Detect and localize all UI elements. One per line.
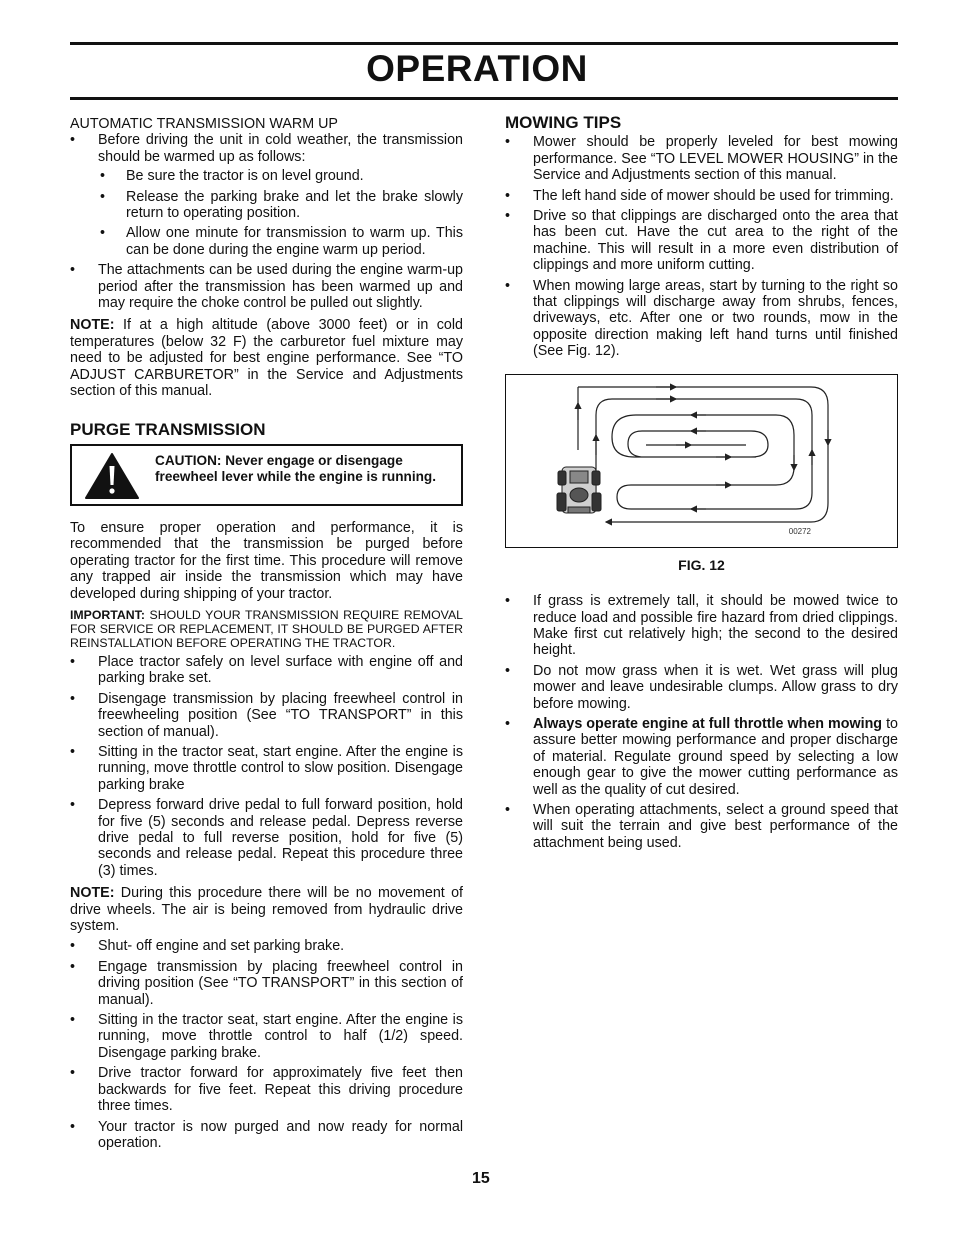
list-item: • Before driving the unit in cold weather, the transmission should be warmed up as follows: <box>70 132 463 165</box>
list-item: • Drive so that clippings are discharged onto the area that has been cut. Have the cut area to the right of the machine. This will result in a more even distribution of clippings and more uniform cutting. <box>505 208 898 274</box>
list-item: • Sitting in the tractor seat, start engine. After the engine is running, move throttle control to slow position. Disengage parking brake <box>70 744 463 793</box>
list-item: • The left hand side of mower should be used for trimming. <box>505 188 898 204</box>
mowing-tips-list <box>505 134 898 359</box>
mowing-tips-heading: MOWING TIPS <box>505 113 622 132</box>
list-item: • Allow one minute for transmission to warm up. This can be done during the engine warm up period. <box>70 225 463 258</box>
note-text: During this procedure there will be no movement of drive wheels. The air is being removed from hydraulic drive system. <box>70 885 463 935</box>
caution-box <box>70 444 463 506</box>
list-item: • Sitting in the tractor seat, start engine. After the engine is running, move throttle control to half (1/2) speed. Disengage parking brake. <box>70 1012 463 1061</box>
note-text: If at a high altitude (above 3000 feet) or in cold temperatures (below 32 F) the carburetor fuel mixture may need to be adjusted for best engine performance. See “TO ADJUST CARBURETOR” in the Service and Adjustments section of this manual. <box>70 317 463 400</box>
list-item <box>505 716 898 798</box>
purge-heading: PURGE TRANSMISSION <box>70 419 266 439</box>
caution-text: CAUTION: Never engage or disengage freewheel lever while the engine is running. <box>155 452 437 484</box>
page-number: 15 <box>472 1170 490 1187</box>
list-item: • Engage transmission by placing freewheel control in driving position (See “TO TRANSPORT” in this section of manual). <box>70 959 463 1008</box>
figure-caption: FIG. 12 <box>678 556 725 573</box>
final-steps-list <box>70 938 463 1151</box>
purge-steps-list <box>70 654 463 879</box>
throttle-text: to assure better mowing performance and proper discharge of material. Regulate ground speed by selecting a low enough gear to give the mower cutting performance as well as the quality of cut desired. <box>533 715 898 798</box>
note-drive-wheels <box>70 885 463 934</box>
warmup-heading: AUTOMATIC TRANSMISSION WARM UP <box>70 116 338 132</box>
warmup-list-2 <box>70 262 463 311</box>
title-underline <box>70 97 898 100</box>
right-column <box>505 115 898 851</box>
purge-intro: To ensure proper operation and performance, it is recommended that the transmission be purged before operating tractor for the first time. This procedure will remove any trapped air inside the transmission which may have developed during shipping of your tractor. <box>70 519 463 602</box>
list-item: • Drive tractor forward for approximately five feet then backwards for five feet. Repeat this driving procedure three times. <box>70 1065 463 1114</box>
mowing-pattern-diagram <box>506 375 897 547</box>
list-item: • Mower should be properly leveled for best mowing performance. See “TO LEVEL MOWER HOUSING” in the Service and Adjustments section of this manual. <box>505 134 898 183</box>
warning-triangle-icon <box>84 452 140 500</box>
important-label: IMPORTANT: <box>70 607 145 622</box>
important-text: SHOULD YOUR TRANSMISSION REQUIRE REMOVAL FOR SERVICE OR REPLACEMENT, IT SHOULD BE PURGED AFTER REINSTALLATION BEFORE OPERATING THE TRACTOR. <box>70 607 463 650</box>
note-altitude <box>70 317 463 399</box>
list-item: • Release the parking brake and let the brake slowly return to operating position. <box>70 189 463 222</box>
list-item: • Disengage transmission by placing freewheel control in freewheeling position (See “TO TRANSPORT” in this section of manual). <box>70 691 463 740</box>
figure-code: 00272 <box>788 527 811 537</box>
mowing-tips-list-2 <box>505 593 898 851</box>
note-label: NOTE: <box>70 317 115 334</box>
page-title: OPERATION <box>366 48 588 89</box>
list-item: • Be sure the tractor is on level ground. <box>70 168 463 184</box>
list-item: • Do not mow grass when it is wet. Wet grass will plug mower and leave undesirable clumps. Allow grass to dry before mowing. <box>505 663 898 712</box>
list-item: • When mowing large areas, start by turning to the right so that clippings will discharge away from shrubs, fences, driveways, etc. After one or two rounds, mow in the opposite direction making left hand turns until finished (See Fig. 12). <box>505 278 898 360</box>
throttle-bold-text: Always operate engine at full throttle when mowing <box>533 715 883 732</box>
list-item: • When operating attachments, select a ground speed that will suit the terrain and give best performance of the attachment being used. <box>505 802 898 851</box>
list-item: • Depress forward drive pedal to full forward position, hold for five (5) seconds and release pedal. Depress reverse drive pedal to full reverse position, hold for five (5) seconds and release pedal. Repeat this procedure three (3) times. <box>70 797 463 879</box>
list-item: • Your tractor is now purged and now ready for normal operation. <box>70 1119 463 1152</box>
warmup-sub-list <box>70 168 463 258</box>
list-item: • If grass is extremely tall, it should be mowed twice to reduce load and possible fire hazard from dried clippings. Make first cut relatively high; the second to the desired height. <box>505 593 898 659</box>
list-item: • The attachments can be used during the engine warm-up period after the transmission has been warmed up and may require the choke control be pulled out slightly. <box>70 262 463 311</box>
mowing-pattern-figure <box>505 374 898 548</box>
tractor-icon <box>557 467 601 513</box>
top-rule <box>70 42 898 45</box>
note-label: NOTE: <box>70 885 115 902</box>
list-item: • Place tractor safely on level surface with engine off and parking brake set. <box>70 654 463 687</box>
important-notice <box>70 608 463 650</box>
left-column <box>70 116 463 1151</box>
warmup-list <box>70 132 463 165</box>
list-item: • Shut- off engine and set parking brake. <box>70 938 463 954</box>
